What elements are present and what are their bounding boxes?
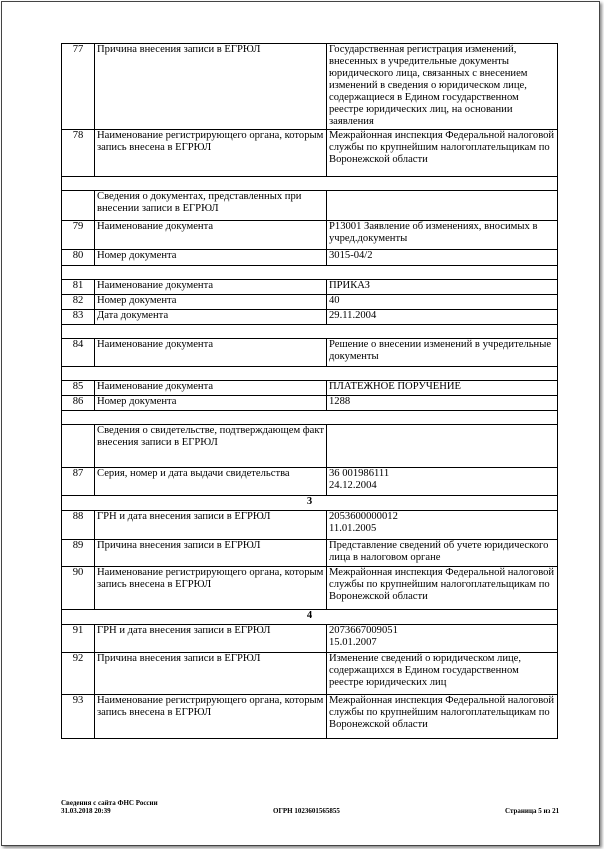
table-row (62, 567, 558, 610)
table-row (62, 625, 558, 653)
spacer-row (62, 411, 558, 425)
row-value: Государственная регистрация изменений, внесенных в учредительные документы юридического лица, связанных с внесением изменений в сведения о юридическом лице, содержащиеся в Едином государственном реестре юридических лиц, на основании заявления (327, 44, 558, 130)
section-row (62, 496, 558, 511)
row-label: Номер документа (95, 396, 327, 411)
row-label: Номер документа (95, 250, 327, 266)
table-row (62, 191, 558, 221)
table-row (62, 339, 558, 367)
row-value: ПЛАТЕЖНОЕ ПОРУЧЕНИЕ (327, 381, 558, 396)
row-label: Наименование документа (95, 381, 327, 396)
footer-ogrn: ОГРН 1023601565855 (273, 807, 340, 815)
row-number: 77 (62, 44, 95, 130)
row-number: 80 (62, 250, 95, 266)
row-value: ПРИКАЗ (327, 280, 558, 295)
section-number: 3 (62, 496, 558, 511)
table-row (62, 540, 558, 567)
table-row (62, 425, 558, 468)
table-row (62, 310, 558, 325)
spacer-cell (62, 325, 558, 339)
spacer-cell (62, 177, 558, 191)
table-row (62, 468, 558, 496)
row-number (62, 191, 95, 221)
table-row (62, 295, 558, 310)
table-row (62, 653, 558, 695)
row-value: 36 001986111 24.12.2004 (327, 468, 558, 496)
row-value: 40 (327, 295, 558, 310)
row-label: Причина внесения записи в ЕГРЮЛ (95, 44, 327, 130)
row-number: 92 (62, 653, 95, 695)
row-label: Сведения о свидетельстве, подтверждающем факт внесения записи в ЕГРЮЛ (95, 425, 327, 468)
row-label: Наименование регистрирующего органа, которым запись внесена в ЕГРЮЛ (95, 695, 327, 739)
table-row (62, 695, 558, 739)
row-value (327, 191, 558, 221)
footer-page-number: Страница 5 из 21 (505, 807, 560, 815)
row-label: Наименование документа (95, 221, 327, 250)
row-label: Наименование документа (95, 280, 327, 295)
row-number: 88 (62, 511, 95, 540)
row-label: Наименование регистрирующего органа, которым запись внесена в ЕГРЮЛ (95, 567, 327, 610)
footer-source (61, 799, 158, 815)
row-label: Номер документа (95, 295, 327, 310)
row-value: 29.11.2004 (327, 310, 558, 325)
footer-source-text: Сведения с сайта ФНС России (61, 799, 158, 807)
row-value: 2073667009051 15.01.2007 (327, 625, 558, 653)
row-number: 82 (62, 295, 95, 310)
row-label: Сведения о документах, представленных при внесении записи в ЕГРЮЛ (95, 191, 327, 221)
row-number: 78 (62, 130, 95, 177)
table-row (62, 250, 558, 266)
row-value: Межрайонная инспекция Федеральной налоговой службы по крупнейшим налогоплательщикам по Воронежской области (327, 695, 558, 739)
row-number: 91 (62, 625, 95, 653)
spacer-cell (62, 411, 558, 425)
row-number: 84 (62, 339, 95, 367)
row-number: 93 (62, 695, 95, 739)
table-row (62, 221, 558, 250)
row-number: 89 (62, 540, 95, 567)
row-value: Р13001 Заявление об изменениях, вносимых в учред.документы (327, 221, 558, 250)
row-number: 79 (62, 221, 95, 250)
spacer-row (62, 266, 558, 280)
row-label: Наименование регистрирующего органа, которым запись внесена в ЕГРЮЛ (95, 130, 327, 177)
spacer-cell (62, 367, 558, 381)
spacer-row (62, 177, 558, 191)
table-row (62, 381, 558, 396)
row-value: Межрайонная инспекция Федеральной налоговой службы по крупнейшим налогоплательщикам по Воронежской области (327, 567, 558, 610)
spacer-row (62, 325, 558, 339)
row-number: 81 (62, 280, 95, 295)
egrul-table (61, 43, 558, 739)
section-number: 4 (62, 610, 558, 625)
row-label: Наименование документа (95, 339, 327, 367)
row-number (62, 425, 95, 468)
table-row (62, 280, 558, 295)
spacer-cell (62, 266, 558, 280)
row-value: 1288 (327, 396, 558, 411)
row-number: 83 (62, 310, 95, 325)
row-label: Серия, номер и дата выдачи свидетельства (95, 468, 327, 496)
row-value: Решение о внесении изменений в учредительные документы (327, 339, 558, 367)
row-label: ГРН и дата внесения записи в ЕГРЮЛ (95, 625, 327, 653)
table-row (62, 44, 558, 130)
table-row (62, 396, 558, 411)
row-number: 86 (62, 396, 95, 411)
row-value: Межрайонная инспекция Федеральной налоговой службы по крупнейшим налогоплательщикам по Воронежской области (327, 130, 558, 177)
table-row (62, 511, 558, 540)
table-row (62, 130, 558, 177)
row-value (327, 425, 558, 468)
row-number: 87 (62, 468, 95, 496)
row-number: 85 (62, 381, 95, 396)
row-number: 90 (62, 567, 95, 610)
spacer-row (62, 367, 558, 381)
row-value: Изменение сведений о юридическом лице, содержащихся в Едином государственном реестре юридических лиц (327, 653, 558, 695)
row-label: Причина внесения записи в ЕГРЮЛ (95, 540, 327, 567)
row-value: Представление сведений об учете юридического лица в налоговом органе (327, 540, 558, 567)
row-value: 3015-04/2 (327, 250, 558, 266)
row-label: ГРН и дата внесения записи в ЕГРЮЛ (95, 511, 327, 540)
row-value: 2053600000012 11.01.2005 (327, 511, 558, 540)
row-label: Причина внесения записи в ЕГРЮЛ (95, 653, 327, 695)
row-label: Дата документа (95, 310, 327, 325)
section-row (62, 610, 558, 625)
footer-datetime: 31.03.2018 20:39 (61, 807, 111, 815)
